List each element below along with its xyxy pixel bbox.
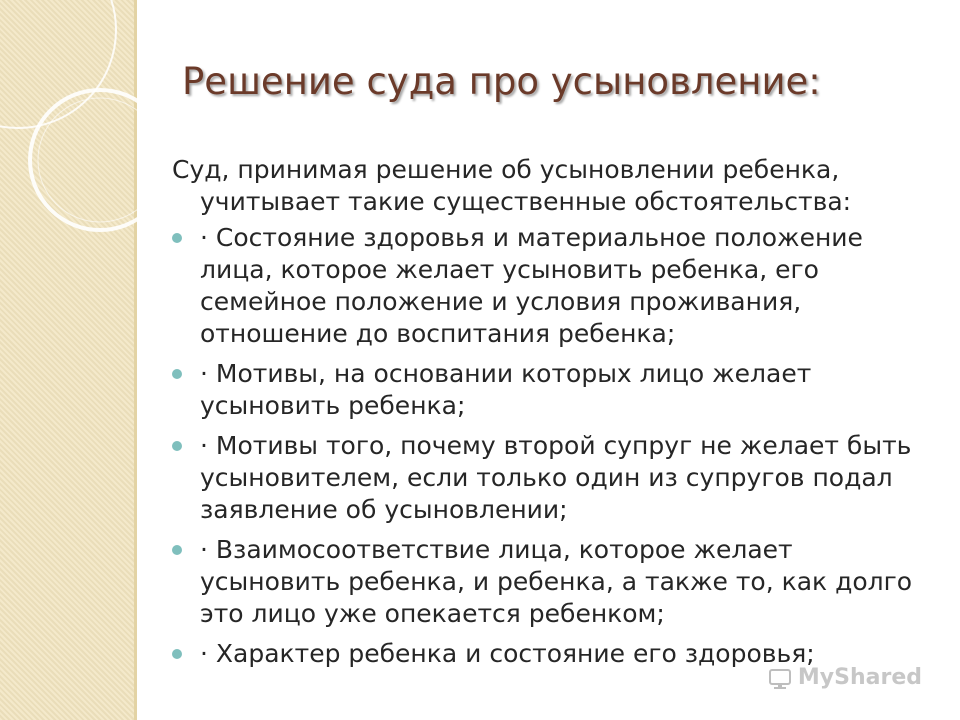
bullet-text: · Мотивы, на основании которых лицо желает усыновить ребенка; bbox=[200, 359, 812, 420]
decor-circle-large bbox=[0, 0, 116, 128]
watermark bbox=[768, 665, 922, 690]
bullet-dot-icon bbox=[172, 649, 182, 659]
bullet-item bbox=[172, 358, 932, 422]
bullet-text: · Характер ребенка и состояние его здоровья; bbox=[200, 639, 815, 668]
decor-circle-inner bbox=[38, 98, 162, 222]
myshared-logo-icon bbox=[768, 666, 792, 690]
bullet-dot-icon bbox=[172, 233, 182, 243]
decor-circle-medium bbox=[30, 90, 170, 230]
intro-text: Суд, принимая решение об усыновлении ребенка, учитывает такие существенные обстоятельства: bbox=[172, 155, 852, 216]
bullet-dot-icon bbox=[172, 369, 182, 379]
bullet-list bbox=[172, 222, 932, 670]
bullet-dot-icon bbox=[172, 441, 182, 451]
slide-body bbox=[172, 154, 932, 678]
bullet-item bbox=[172, 534, 932, 630]
bullet-text: · Взаимосоответствие лица, которое желает усыновить ребенка, и ребенка, а также то, как долго это лицо уже опекается ребенком; bbox=[200, 535, 913, 628]
bullet-item bbox=[172, 222, 932, 350]
bullet-text: · Состояние здоровья и материальное положение лица, которое желает усыновить ребенка, его семейное положение и условия проживания, отношение до воспитания ребенка; bbox=[200, 223, 863, 348]
bullet-dot-icon bbox=[172, 545, 182, 555]
slide-title: Решение суда про усыновление: bbox=[182, 60, 821, 103]
bullet-text: · Мотивы того, почему второй супруг не желает быть усыновителем, если только один из супругов подал заявление об усыновлении; bbox=[200, 431, 912, 524]
watermark-text: MyShared bbox=[797, 665, 922, 690]
bullet-item bbox=[172, 430, 932, 526]
